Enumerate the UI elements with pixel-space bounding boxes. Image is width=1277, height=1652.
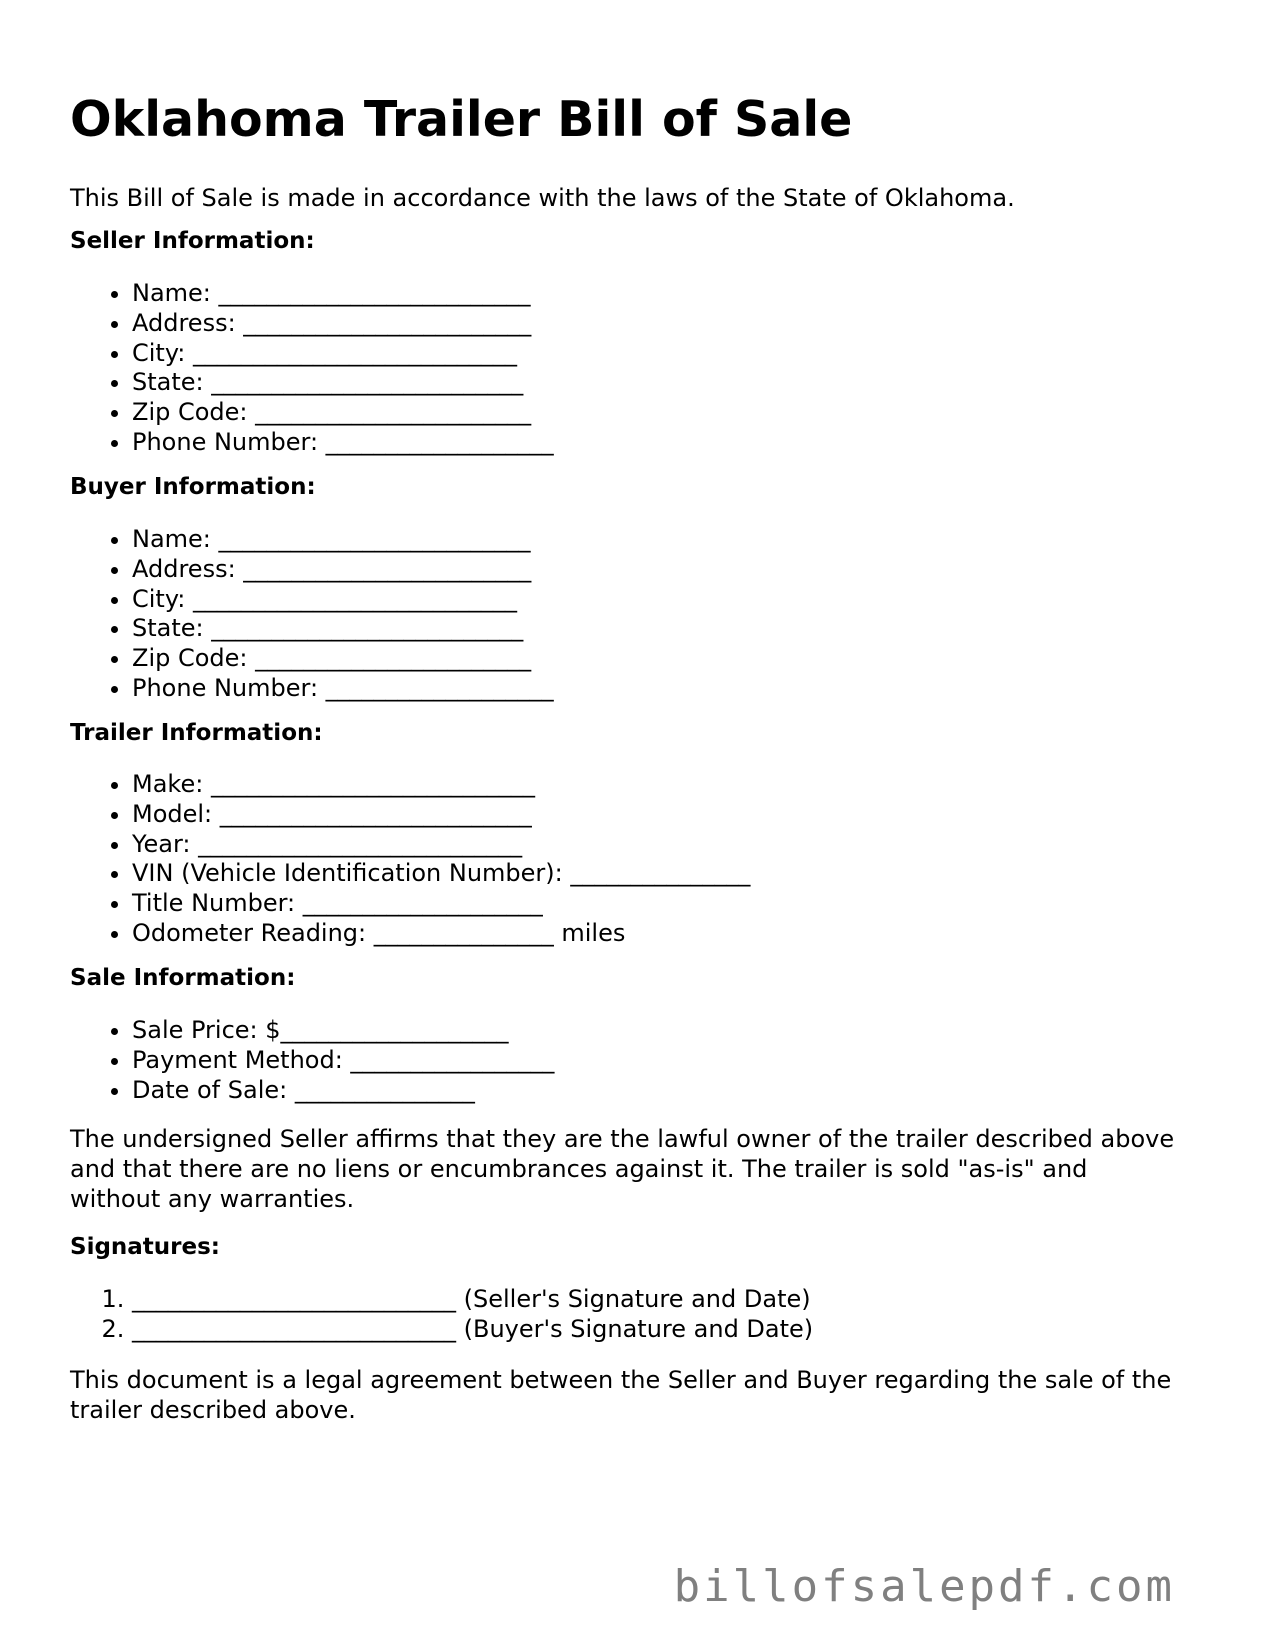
buyer-fields xyxy=(70,525,554,704)
buyer-signature-line: 2. ___________________________ (Buyer's Signature and Date) xyxy=(132,1315,813,1345)
document-title: Oklahoma Trailer Bill of Sale xyxy=(70,91,853,148)
seller-phone-field: • Phone Number: ___________________ xyxy=(132,428,554,458)
buyer-state-field: • State: __________________________ xyxy=(132,614,554,644)
trailer-odometer-field: • Odometer Reading: _______________ miles xyxy=(132,919,750,949)
sale-price-field: • Sale Price: $___________________ xyxy=(132,1016,554,1046)
seller-city-field: • City: ___________________________ xyxy=(132,339,554,369)
seller-fields xyxy=(70,279,554,458)
seller-heading: Seller Information: xyxy=(70,228,315,254)
watermark: billofsalepdf.com xyxy=(673,1561,1175,1612)
sale-heading: Sale Information: xyxy=(70,965,296,991)
closing-paragraph: This document is a legal agreement between the Seller and Buyer regarding the sale of the trailer described above. xyxy=(70,1366,1172,1424)
affirmation-paragraph: The undersigned Seller affirms that they are the lawful owner of the trailer described above and that there are no liens or encumbrances against it. The trailer is sold "as-is" and without any warranties. xyxy=(70,1125,1175,1213)
trailer-heading: Trailer Information: xyxy=(70,720,323,746)
payment-method-field: • Payment Method: _________________ xyxy=(132,1046,554,1076)
trailer-model-field: • Model: __________________________ xyxy=(132,800,750,830)
signature-lines xyxy=(70,1285,813,1345)
intro-text: This Bill of Sale is made in accordance with the laws of the State of Oklahoma. xyxy=(70,184,1015,212)
date-of-sale-field: • Date of Sale: _______________ xyxy=(132,1076,554,1106)
buyer-heading: Buyer Information: xyxy=(70,474,316,500)
buyer-name-field: • Name: __________________________ xyxy=(132,525,554,555)
seller-state-field: • State: __________________________ xyxy=(132,368,554,398)
trailer-make-field: • Make: ___________________________ xyxy=(132,770,750,800)
signatures-heading: Signatures: xyxy=(70,1234,221,1260)
trailer-year-field: • Year: ___________________________ xyxy=(132,830,750,860)
buyer-phone-field: • Phone Number: ___________________ xyxy=(132,674,554,704)
trailer-vin-field: • VIN (Vehicle Identification Number): _______________ xyxy=(132,859,750,889)
buyer-zip-field: • Zip Code: _______________________ xyxy=(132,644,554,674)
seller-address-field: • Address: ________________________ xyxy=(132,309,554,339)
seller-signature-line: 1. ___________________________ (Seller's Signature and Date) xyxy=(132,1285,813,1315)
trailer-fields xyxy=(70,770,750,949)
buyer-city-field: • City: ___________________________ xyxy=(132,585,554,615)
seller-zip-field: • Zip Code: _______________________ xyxy=(132,398,554,428)
buyer-address-field: • Address: ________________________ xyxy=(132,555,554,585)
trailer-title-number-field: • Title Number: ____________________ xyxy=(132,889,750,919)
seller-name-field: • Name: __________________________ xyxy=(132,279,554,309)
sale-fields xyxy=(70,1016,554,1105)
